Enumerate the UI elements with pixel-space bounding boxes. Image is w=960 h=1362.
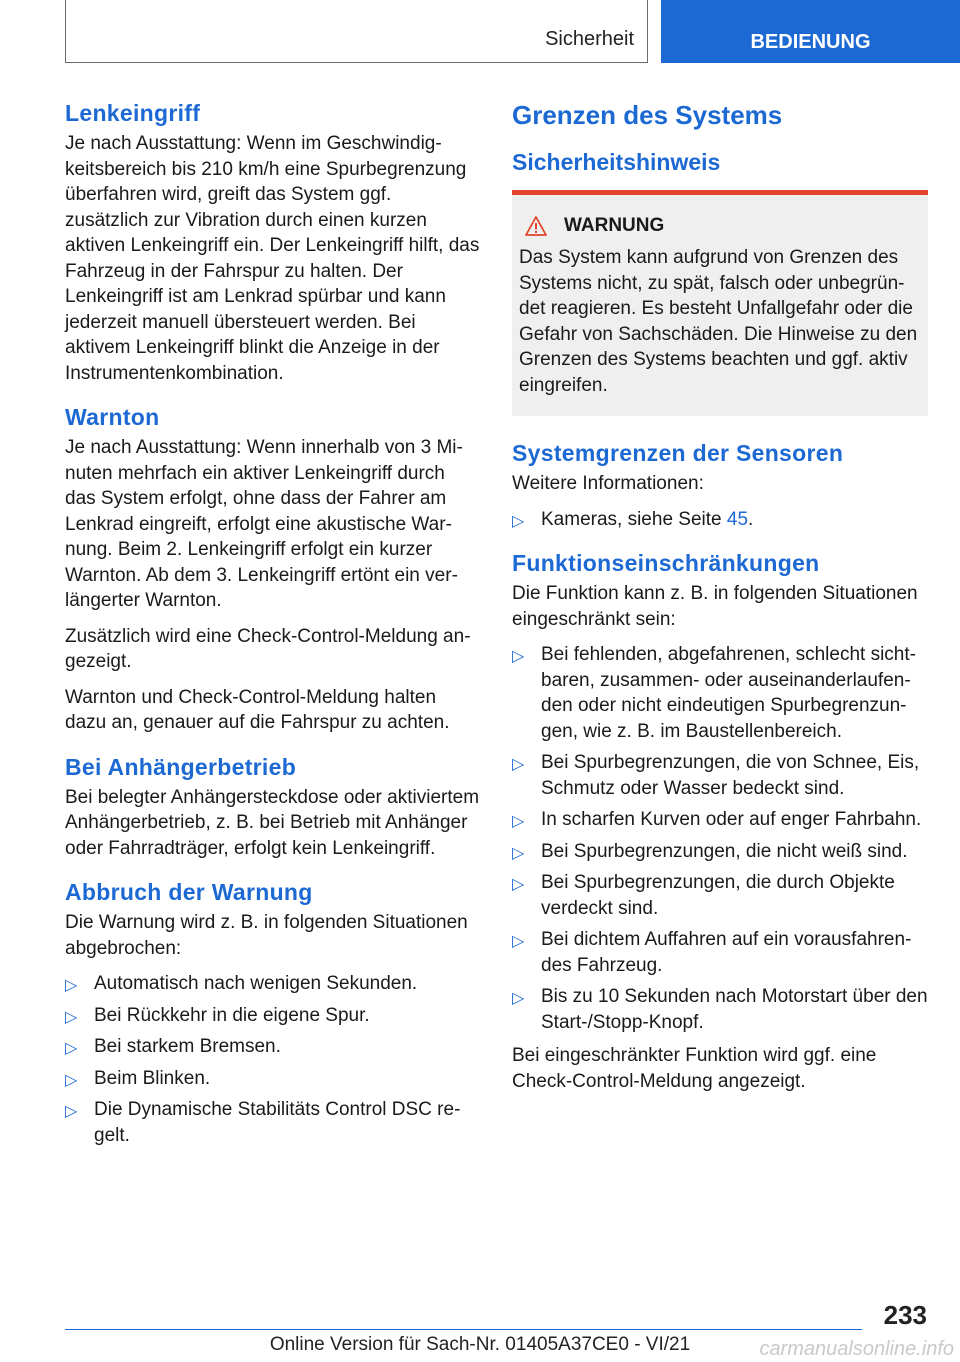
- bullet-triangle-icon: ▷: [512, 933, 525, 950]
- list-item: ▷ Bei Spurbegrenzungen, die von Schnee, Eis, Schmutz oder Wasser bedeckt sind.: [512, 752, 920, 799]
- list-item: ▷ Kameras, siehe Seite 45.: [512, 507, 928, 533]
- bullet-triangle-icon: ▷: [65, 1008, 78, 1026]
- paragraph-warnton-2: Zusätzlich wird eine Check-Control-Meldung angezeigt.: [65, 625, 471, 672]
- bullet-triangle-icon: ▷: [65, 1071, 78, 1089]
- warning-text: Das System kann aufgrund von Grenzen des Systems nicht, zu spät, falsch oder unbegründet reagieren. Es besteht Unfallgefahr oder die Gefahr von Sachschäden. Die Hinweise zu den Grenzen des Systems beachten und ggf. aktiv eingreifen.: [519, 247, 918, 396]
- list-item: ▷ Bis zu 10 Sekunden nach Motorstart über den Start-/Stopp-Knopf.: [512, 986, 928, 1033]
- page-number: 233: [883, 1300, 927, 1330]
- list-funk: [512, 642, 928, 1035]
- list-abbruch: [65, 971, 480, 1148]
- bullet-triangle-icon: ▷: [512, 648, 525, 665]
- paragraph-warnton-1: Je nach Ausstattung: Wenn innerhalb von 3 Minuten mehrfach ein aktiver Lenkeingriff durch das System erfolgt, ohne dass der Fahrer am Lenkrad eingreift, erfolgt eine akustische Warnung. Beim 2. Lenkeingriff erfolgt ein kurzer Warnton. Ab dem 3. Lenkeingriff ertönt ein verlängerter Warnton.: [65, 437, 463, 611]
- footer-divider: [65, 1329, 862, 1330]
- bullet-triangle-icon: ▷: [512, 844, 525, 862]
- list-item: ▷ Die Dynamische Stabilitäts Control DSC regelt.: [65, 1099, 461, 1146]
- paragraph-lenkeingriff: Je nach Ausstattung: Wenn im Geschwindigkeitsbereich bis 210 km/h eine Spurbegrenzung überfahren wird, greift das System ggf. zusätzlich zur Vibration durch einen kurzen aktiven Lenkeingriff ein. Der Lenkeingriff hilft, das Fahrzeug in der Fahrspur zu halten. Der Lenkeingriff ist am Lenkrad spürbar und kann jederzeit manuell übersteuert werden. Bei aktivem Lenkeingriff blinkt die Anzeige in der Instrumentenkombination.: [65, 133, 480, 384]
- bullet-triangle-icon: ▷: [512, 813, 525, 830]
- bullet-triangle-icon: ▷: [512, 756, 525, 773]
- list-item: ▷ Bei Spurbegrenzungen, die nicht weiß sind.: [512, 839, 928, 865]
- list-item: ▷ Automatisch nach wenigen Sekunden.: [65, 971, 480, 997]
- warning-box: [512, 190, 928, 416]
- left-column: [65, 100, 480, 1156]
- list-item: ▷ Beim Blinken.: [65, 1066, 480, 1092]
- heading-systemgrenzen: Systemgrenzen der Sensoren: [512, 440, 844, 466]
- heading-sicherheitshinweis: Sicherheitshinweis: [512, 149, 721, 175]
- bullet-triangle-icon: ▷: [65, 1103, 78, 1120]
- bullet-triangle-icon: ▷: [65, 977, 78, 994]
- footer-text: Online Version für Sach-Nr. 01405A37CE0 - VI/21: [269, 1334, 691, 1355]
- heading-funktionseinschraenkungen: Funktionseinschränkungen: [512, 550, 820, 576]
- bullet-triangle-icon: ▷: [512, 876, 525, 893]
- header-chapter-tab[interactable]: BEDIENUNG: [661, 0, 960, 63]
- paragraph-warnton-3: Warnton und Check-Control-Meldung halten dazu an, genauer auf die Fahrspur zu achten.: [65, 686, 450, 733]
- warning-triangle-icon: [525, 216, 547, 236]
- heading-grenzen: Grenzen des Systems: [512, 100, 783, 130]
- heading-abbruch: Abbruch der Warnung: [65, 879, 313, 905]
- right-column: [512, 100, 928, 1104]
- heading-warnton: Warnton: [65, 404, 160, 430]
- list-item: ▷ Bei starkem Bremsen.: [65, 1034, 480, 1060]
- list-item: ▷ Bei fehlenden, abgefahrenen, schlecht sichtbaren, zusammen- oder auseinanderlaufenden oder nicht eindeutigen Spurbegrenzungen, wie z. B. im Baustellenbereich.: [512, 644, 916, 742]
- paragraph-funk: Die Funktion kann z. B. in folgenden Situationen eingeschränkt sein:: [512, 583, 918, 630]
- paragraph-abbruch: Die Warnung wird z. B. in folgenden Situationen abgebrochen:: [65, 912, 468, 959]
- list-item: ▷ Bei dichtem Auffahren auf ein vorausfahrendes Fahrzeug.: [512, 929, 912, 976]
- watermark: carmanualsonline.info: [759, 1338, 954, 1360]
- list-sensor: [512, 507, 928, 533]
- list-item: ▷ In scharfen Kurven oder auf enger Fahrbahn.: [512, 807, 928, 833]
- list-item: ▷ Bei Spurbegrenzungen, die durch Objekte verdeckt sind.: [512, 872, 895, 919]
- list-item: ▷ Bei Rückkehr in die eigene Spur.: [65, 1003, 480, 1029]
- heading-anhaenger: Bei Anhängerbetrieb: [65, 753, 297, 780]
- warning-label: WARNUNG: [564, 215, 665, 236]
- bullet-triangle-icon: ▷: [65, 1040, 78, 1057]
- paragraph-sensor: Weitere Informationen:: [512, 473, 704, 494]
- heading-lenkeingriff: Lenkeingriff: [65, 100, 201, 126]
- bullet-triangle-icon: ▷: [512, 990, 525, 1007]
- paragraph-anhaenger: Bei belegter Anhängersteckdose oder aktiviertem Anhängerbetrieb, z. B. bei Betrieb mit Anhänger oder Fahrradträger, erfolgt kein Lenkeingriff.: [65, 786, 480, 859]
- bullet-triangle-icon: ▷: [512, 512, 525, 530]
- paragraph-funk-outro: Bei eingeschränkter Funktion wird ggf. eine Check-Control-Meldung angezeigt.: [512, 1045, 877, 1092]
- page-link-45[interactable]: 45: [726, 508, 749, 530]
- header-section-label: Sicherheit: [545, 28, 634, 50]
